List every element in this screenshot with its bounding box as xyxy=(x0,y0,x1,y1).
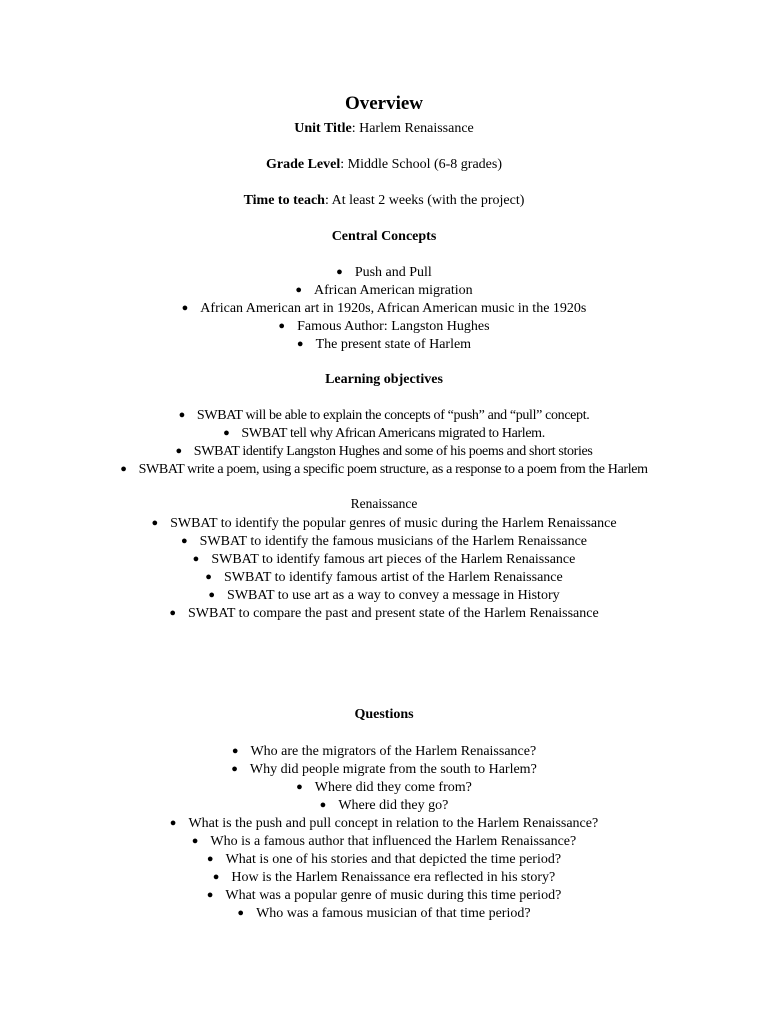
list-item xyxy=(0,532,768,550)
list-item-text: Where did they go? xyxy=(338,798,449,813)
grade-level-label: Grade Level xyxy=(265,157,341,172)
list-item xyxy=(0,317,768,335)
list-item-text: Who is a famous author that influenced the Harlem Renaissance? xyxy=(210,834,577,849)
list-item xyxy=(0,442,768,460)
objective-continuation: Renaissance xyxy=(350,496,418,511)
list-item xyxy=(0,742,768,760)
list-item xyxy=(0,604,768,622)
bullet-icon: ● xyxy=(175,445,182,457)
list-item-text: Who are the migrators of the Harlem Renaissance? xyxy=(250,744,537,759)
list-item xyxy=(0,796,768,814)
time-to-teach-label: Time to teach xyxy=(243,193,325,208)
list-item xyxy=(0,281,768,299)
learning-objectives-heading: Learning objectives xyxy=(325,372,443,387)
list-item-text: How is the Harlem Renaissance era reflected in his story? xyxy=(231,870,556,885)
bullet-icon: ● xyxy=(120,463,127,475)
list-item-text: SWBAT to identify famous artist of the Harlem Renaissance xyxy=(223,570,563,585)
list-item xyxy=(0,460,768,478)
bullet-icon: ● xyxy=(319,799,327,811)
time-to-teach-value: : At least 2 weeks (with the project) xyxy=(324,193,525,208)
bullet-icon: ● xyxy=(278,320,286,332)
bullet-icon: ● xyxy=(237,907,245,919)
questions-heading: Questions xyxy=(354,707,414,722)
central-concepts-list xyxy=(0,263,768,353)
list-item xyxy=(0,868,768,886)
bullet-icon: ● xyxy=(192,553,200,565)
bullet-icon: ● xyxy=(212,871,220,883)
list-item xyxy=(0,299,768,317)
learning-objectives-list xyxy=(0,406,768,478)
list-item xyxy=(0,568,768,586)
learning-objectives-list-continued xyxy=(0,514,768,622)
bullet-icon: ● xyxy=(231,745,239,757)
list-item xyxy=(0,424,768,442)
list-item-text: SWBAT to use art as a way to convey a message in History xyxy=(227,588,560,603)
list-item-text: SWBAT identify Langston Hughes and some of his poems and short stories xyxy=(193,444,593,459)
grade-level-line xyxy=(0,157,768,173)
list-item xyxy=(0,886,768,904)
time-to-teach-line xyxy=(0,193,768,209)
bullet-icon: ● xyxy=(206,889,214,901)
bullet-icon: ● xyxy=(180,535,188,547)
list-item xyxy=(0,832,768,850)
questions-list xyxy=(0,742,768,922)
list-item-text: What is the push and pull concept in relation to the Harlem Renaissance? xyxy=(188,816,599,831)
list-item-text: SWBAT to identify famous art pieces of the Harlem Renaissance xyxy=(211,552,576,567)
list-item-text: SWBAT to identify the popular genres of music during the Harlem Renaissance xyxy=(170,516,617,531)
list-item xyxy=(0,814,768,832)
bullet-icon: ● xyxy=(208,589,216,601)
list-item-text: The present state of Harlem xyxy=(315,337,472,352)
page-title: Overview xyxy=(344,93,424,114)
bullet-icon: ● xyxy=(205,571,212,583)
list-item-text: Where did they come from? xyxy=(314,780,472,795)
list-item-text: What was a popular genre of music during this time period? xyxy=(225,888,562,903)
list-item xyxy=(0,406,768,424)
list-item xyxy=(0,904,768,922)
list-item xyxy=(0,850,768,868)
list-item-text: SWBAT to compare the past and present state of the Harlem Renaissance xyxy=(187,606,599,621)
list-item-text: SWBAT to identify the famous musicians of the Harlem Renaissance xyxy=(199,534,588,549)
list-item-text: African American art in 1920s, African American music in the 1920s xyxy=(200,301,587,316)
list-item xyxy=(0,778,768,796)
central-concepts-heading: Central Concepts xyxy=(331,229,437,244)
bullet-icon: ● xyxy=(295,284,303,296)
bullet-icon: ● xyxy=(151,517,159,529)
list-item-text: SWBAT will be able to explain the concepts of “push” and “pull” concept. xyxy=(196,408,590,423)
list-item xyxy=(0,335,768,353)
unit-title-value: : Harlem Renaissance xyxy=(351,121,474,136)
list-item-text: Famous Author: Langston Hughes xyxy=(297,319,490,334)
bullet-icon: ● xyxy=(169,607,176,619)
bullet-icon: ● xyxy=(223,427,230,439)
list-item-text: Push and Pull xyxy=(354,265,432,280)
bullet-icon: ● xyxy=(181,302,189,314)
list-item-text: What is one of his stories and that depicted the time period? xyxy=(225,852,562,867)
list-item xyxy=(0,514,768,532)
list-item xyxy=(0,550,768,568)
list-item-text: Who was a famous musician of that time period? xyxy=(256,906,531,921)
bullet-icon: ● xyxy=(336,266,343,278)
list-item-text: SWBAT write a poem, using a specific poem structure, as a response to a poem from the Harlem xyxy=(138,462,648,477)
list-item-text: African American migration xyxy=(314,283,473,298)
list-item xyxy=(0,586,768,604)
list-item-text: Why did people migrate from the south to Harlem? xyxy=(249,762,537,777)
bullet-icon: ● xyxy=(296,781,303,793)
bullet-icon: ● xyxy=(231,763,238,775)
grade-level-value: : Middle School (6-8 grades) xyxy=(340,157,502,172)
bullet-icon: ● xyxy=(206,853,214,865)
bullet-icon: ● xyxy=(178,409,185,421)
bullet-icon: ● xyxy=(191,835,199,847)
bullet-icon: ● xyxy=(169,817,177,829)
list-item-text: SWBAT tell why African Americans migrated to Harlem. xyxy=(241,426,545,441)
list-item xyxy=(0,263,768,281)
bullet-icon: ● xyxy=(296,338,304,350)
list-item xyxy=(0,760,768,778)
unit-title-line xyxy=(0,121,768,137)
unit-title-label: Unit Title xyxy=(294,121,352,136)
